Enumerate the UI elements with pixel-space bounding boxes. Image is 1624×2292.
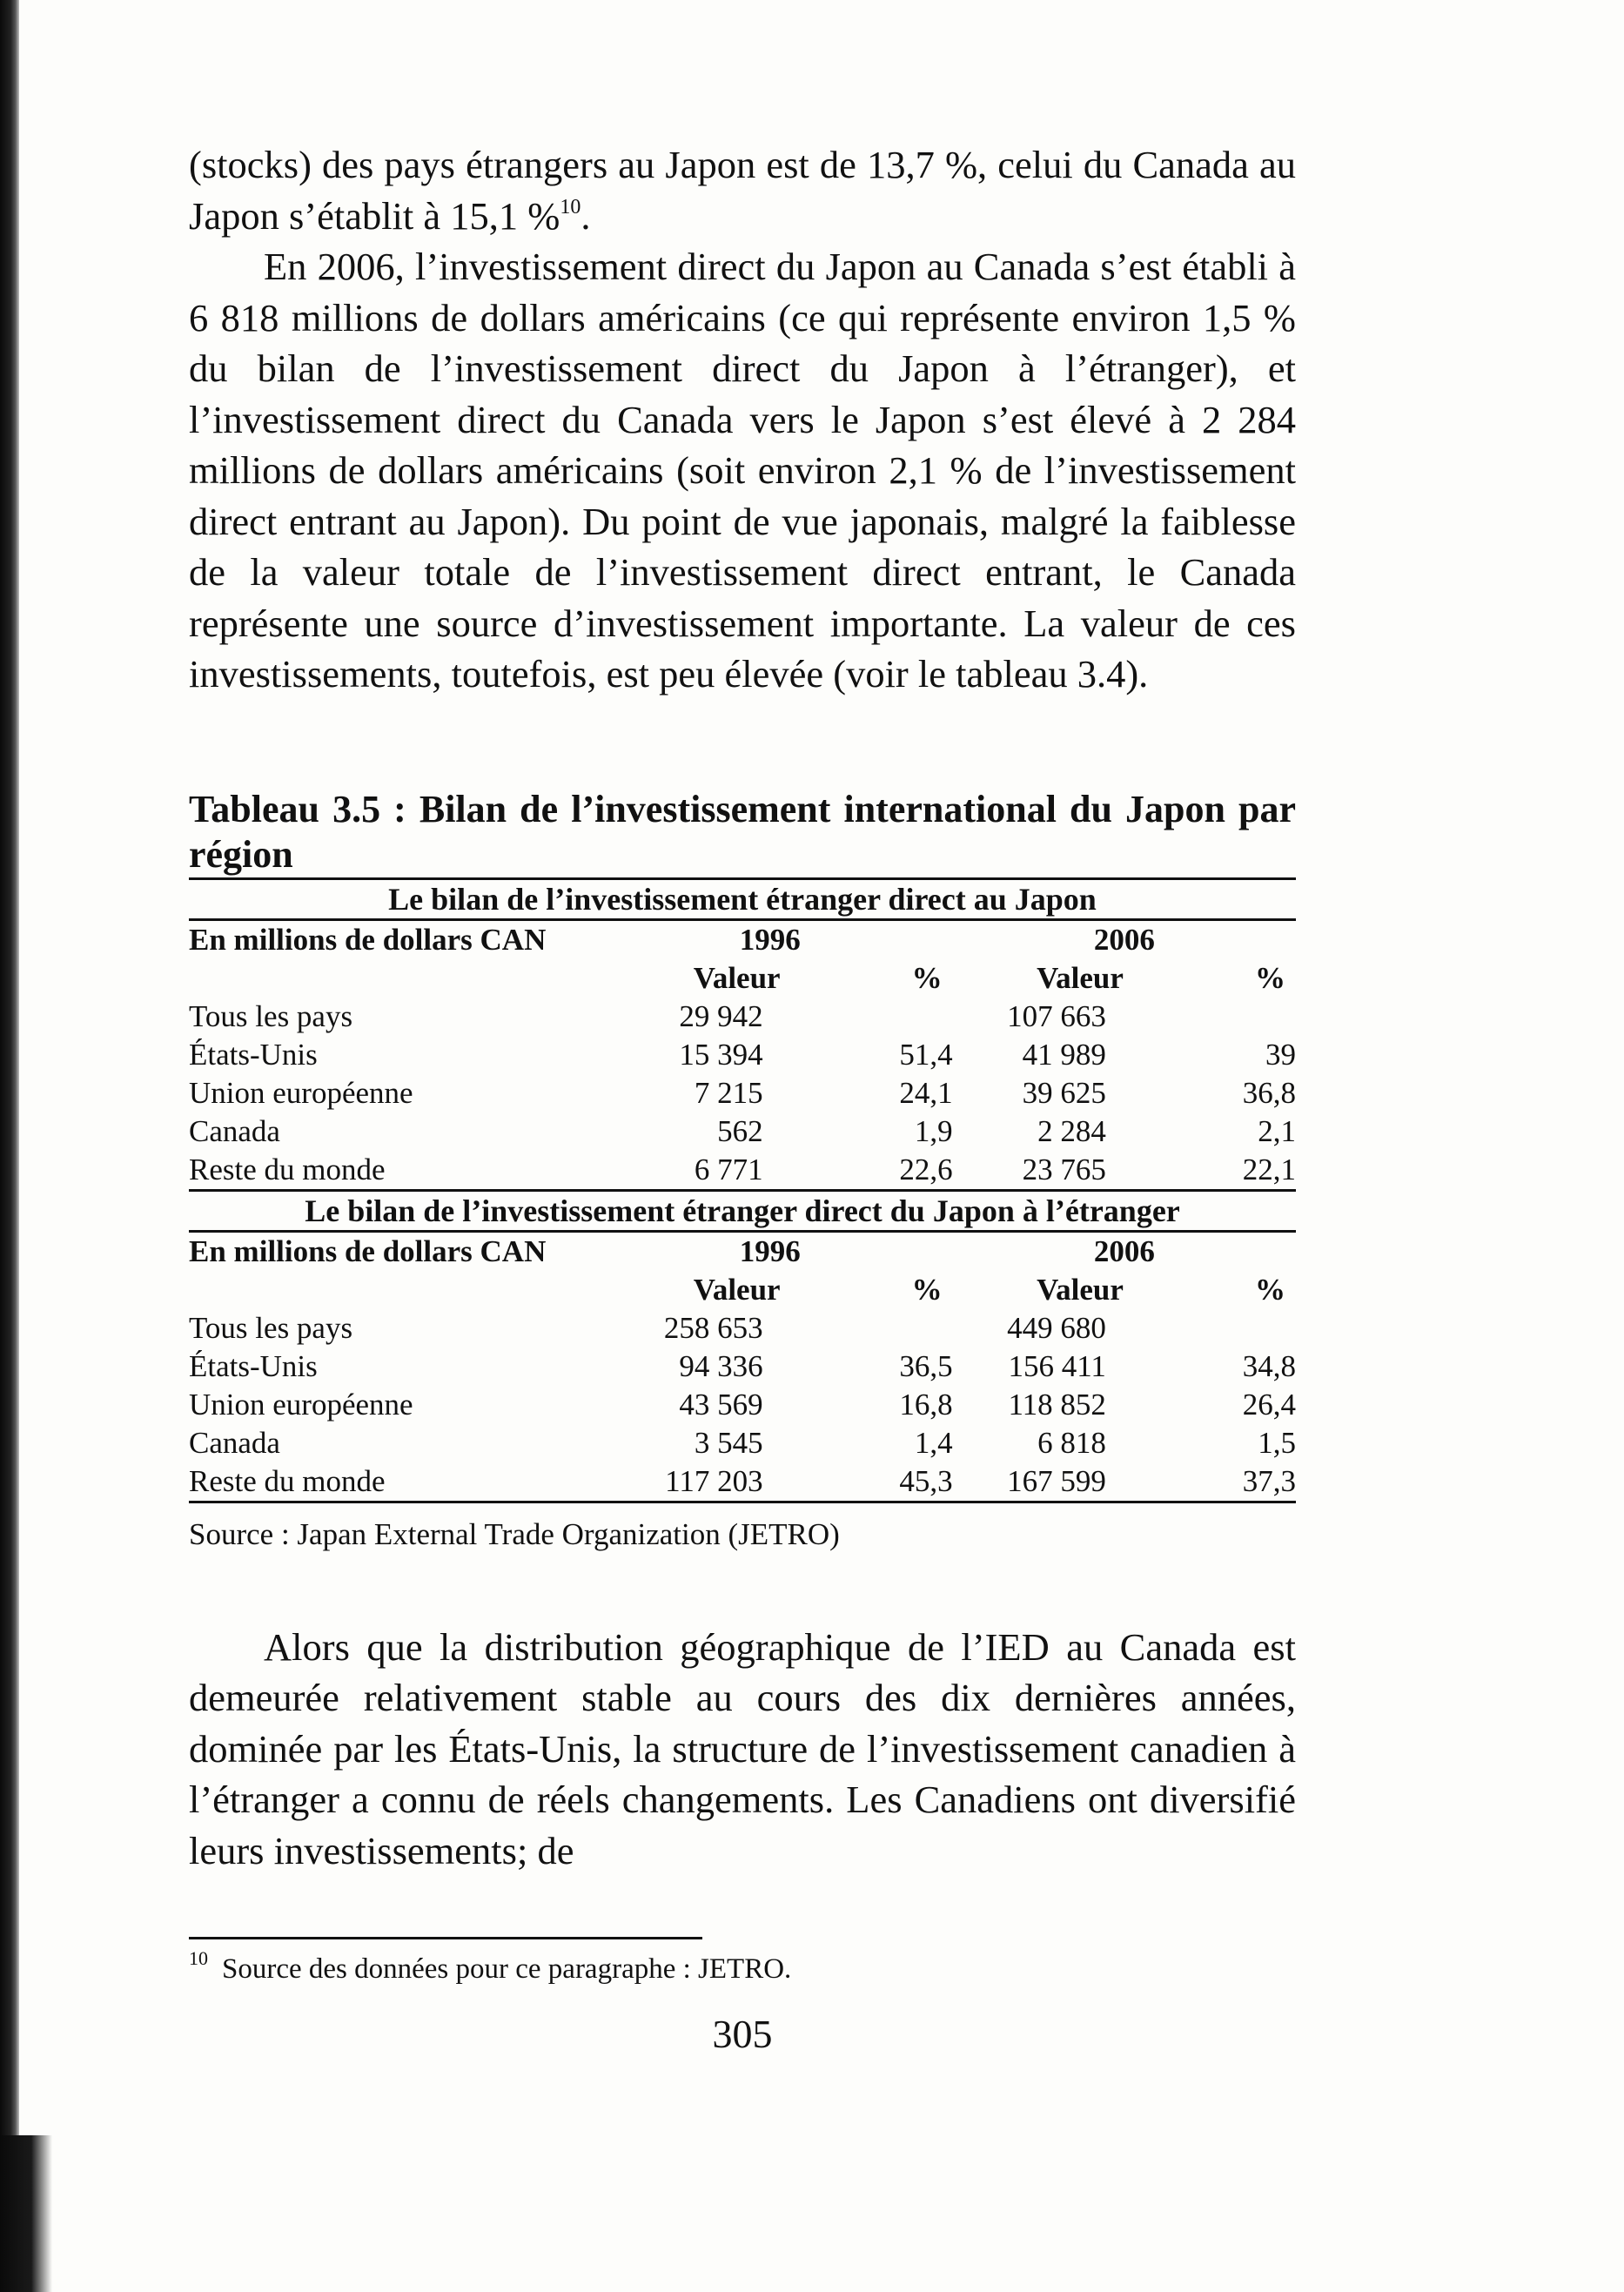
value-1996-cell: 7 215 [694, 1075, 763, 1110]
table-row [189, 1348, 1296, 1386]
table-row [189, 1074, 1296, 1112]
table-source: Source : Japan External Trade Organization (JETRO) [189, 1516, 840, 1551]
paragraph-2: En 2006, l’investissement direct du Japon au Canada s’est établi à 6 818 millions de dollars américains (ce qui représente environ 1,5 % du bilan de l’investissement direct du Japon à l’étranger), et l’investissement direct du Canada vers le Japon s’est élevé à 2 284 millions de dollars américains (soit environ 2,1 % de l’investissement direct entrant au Japon). Du point de vue japonais, malgré la faiblesse de la valeur totale de l’investissement direct entrant, le Canada représente une source d’investissement importante. La valeur de ces investissements, toutefois, est peu élevée (voir le tableau 3.4). [189, 245, 1296, 696]
value-header: Valeur [693, 960, 781, 995]
region-label: Canada [189, 1425, 280, 1460]
percent-2006-cell [1141, 1309, 1296, 1348]
footnote-number: 10 [189, 1947, 208, 1969]
year-1996-header: 1996 [739, 1233, 801, 1268]
percent-1996-cell: 1,9 [914, 1113, 953, 1148]
region-label: Reste du monde [189, 1463, 386, 1498]
table-caption: Tableau 3.5 : Bilan de l’investissement international du Japon par région [189, 787, 1296, 876]
percent-2006-cell: 39 [1265, 1037, 1296, 1072]
value-2006-cell: 41 989 [1022, 1037, 1106, 1072]
percent-1996-cell: 51,4 [899, 1037, 953, 1072]
region-label: Tous les pays [189, 1310, 353, 1345]
table-row [189, 1386, 1296, 1424]
percent-header: % [1255, 1272, 1285, 1307]
value-2006-cell: 167 599 [1007, 1463, 1106, 1498]
page-number: 305 [712, 2012, 773, 2056]
region-label: États-Unis [189, 1348, 318, 1383]
table-row [189, 1309, 1296, 1348]
percent-2006-cell: 37,3 [1242, 1463, 1296, 1498]
value-header: Valeur [693, 1272, 781, 1307]
table-row [189, 1424, 1296, 1462]
percent-2006-cell: 1,5 [1258, 1425, 1296, 1460]
value-2006-cell: 2 284 [1037, 1113, 1106, 1148]
page-content [189, 139, 1296, 2057]
value-1996-cell: 94 336 [679, 1348, 763, 1383]
footnote-divider [189, 1937, 702, 1939]
region-label: États-Unis [189, 1037, 318, 1072]
value-1996-cell: 6 771 [694, 1152, 763, 1186]
value-2006-cell: 39 625 [1022, 1075, 1106, 1110]
percent-1996-cell [798, 998, 953, 1036]
percent-header: % [911, 960, 943, 995]
percent-1996-cell: 22,6 [899, 1152, 953, 1186]
section-title: Le bilan de l’investissement étranger direct au Japon [189, 878, 1296, 919]
investment-table-body [189, 878, 1296, 1502]
value-1996-cell: 15 394 [679, 1037, 763, 1072]
percent-2006-cell: 2,1 [1258, 1113, 1296, 1148]
value-2006-cell: 107 663 [1007, 998, 1106, 1033]
percent-1996-cell: 1,4 [914, 1425, 953, 1460]
percent-1996-cell: 16,8 [899, 1387, 953, 1422]
book-binding-shadow [0, 2135, 52, 2292]
table-year-row [189, 919, 1296, 959]
percent-header: % [1255, 960, 1285, 995]
value-2006-cell: 156 411 [1008, 1348, 1106, 1383]
value-2006-cell: 118 852 [1008, 1387, 1106, 1422]
footnote [189, 1947, 1296, 1986]
region-label: Tous les pays [189, 998, 353, 1033]
value-1996-cell: 3 545 [694, 1425, 763, 1460]
table-row [189, 1112, 1296, 1151]
value-1996-cell: 29 942 [679, 998, 763, 1033]
section-title: Le bilan de l’investissement étranger direct du Japon à l’étranger [189, 1190, 1296, 1231]
year-2006-header: 2006 [1093, 1233, 1155, 1268]
table-row [189, 1462, 1296, 1502]
percent-2006-cell: 26,4 [1242, 1387, 1296, 1422]
percent-2006-cell [1141, 998, 1296, 1036]
percent-1996-cell: 36,5 [899, 1348, 953, 1383]
region-label: Union européenne [189, 1387, 413, 1422]
unit-label: En millions de dollars CAN [189, 1233, 547, 1268]
percent-2006-cell: 36,8 [1242, 1075, 1296, 1110]
unit-label: En millions de dollars CAN [189, 922, 547, 957]
percent-2006-cell: 34,8 [1242, 1348, 1296, 1383]
percent-2006-cell: 22,1 [1242, 1152, 1296, 1186]
footnote-text: Source des données pour ce paragraphe : JETRO. [222, 1953, 792, 1985]
percent-1996-cell: 45,3 [899, 1463, 953, 1498]
table-section-header [189, 1190, 1296, 1231]
table-row [189, 1151, 1296, 1191]
empty-header-cell [189, 959, 587, 998]
table-row [189, 998, 1296, 1036]
book-binding-edge [0, 0, 19, 2292]
paragraph-1 [189, 139, 1296, 241]
table-section-header [189, 878, 1296, 919]
paragraph-3: Alors que la distribution géographique de l’IED au Canada est demeurée relativement stable au cours des dix dernières années, dominée par les États-Unis, la structure de l’investissement canadien à l’étranger a connu de réels changements. Les Canadiens ont diversifié leurs investissements; de [189, 1624, 1296, 1872]
region-label: Union européenne [189, 1075, 413, 1110]
table-column-header-row [189, 1271, 1296, 1309]
paragraph-1-text: (stocks) des pays étrangers au Japon est de 13,7 %, celui du Canada au Japon s’établit à 15,1 % [189, 143, 1296, 238]
value-2006-cell: 449 680 [1007, 1310, 1106, 1345]
table-column-header-row [189, 959, 1296, 998]
value-1996-cell: 562 [717, 1113, 763, 1148]
paragraph-1-end: . [580, 193, 591, 238]
empty-header-cell [189, 1271, 587, 1309]
region-label: Canada [189, 1113, 280, 1148]
region-label: Reste du monde [189, 1152, 386, 1186]
year-1996-header: 1996 [739, 922, 801, 957]
value-1996-cell: 258 653 [663, 1310, 763, 1345]
percent-1996-cell [798, 1309, 953, 1348]
value-header: Valeur [1037, 1272, 1124, 1307]
percent-1996-cell: 24,1 [899, 1075, 953, 1110]
table-year-row [189, 1231, 1296, 1271]
table-row [189, 1036, 1296, 1074]
value-1996-cell: 117 203 [665, 1463, 763, 1498]
value-header: Valeur [1037, 960, 1124, 995]
footnote-reference: 10 [560, 195, 581, 218]
value-2006-cell: 6 818 [1037, 1425, 1106, 1460]
value-1996-cell: 43 569 [679, 1387, 763, 1422]
value-2006-cell: 23 765 [1022, 1152, 1106, 1186]
percent-header: % [911, 1272, 943, 1307]
year-2006-header: 2006 [1093, 922, 1155, 957]
investment-table [189, 877, 1296, 1503]
